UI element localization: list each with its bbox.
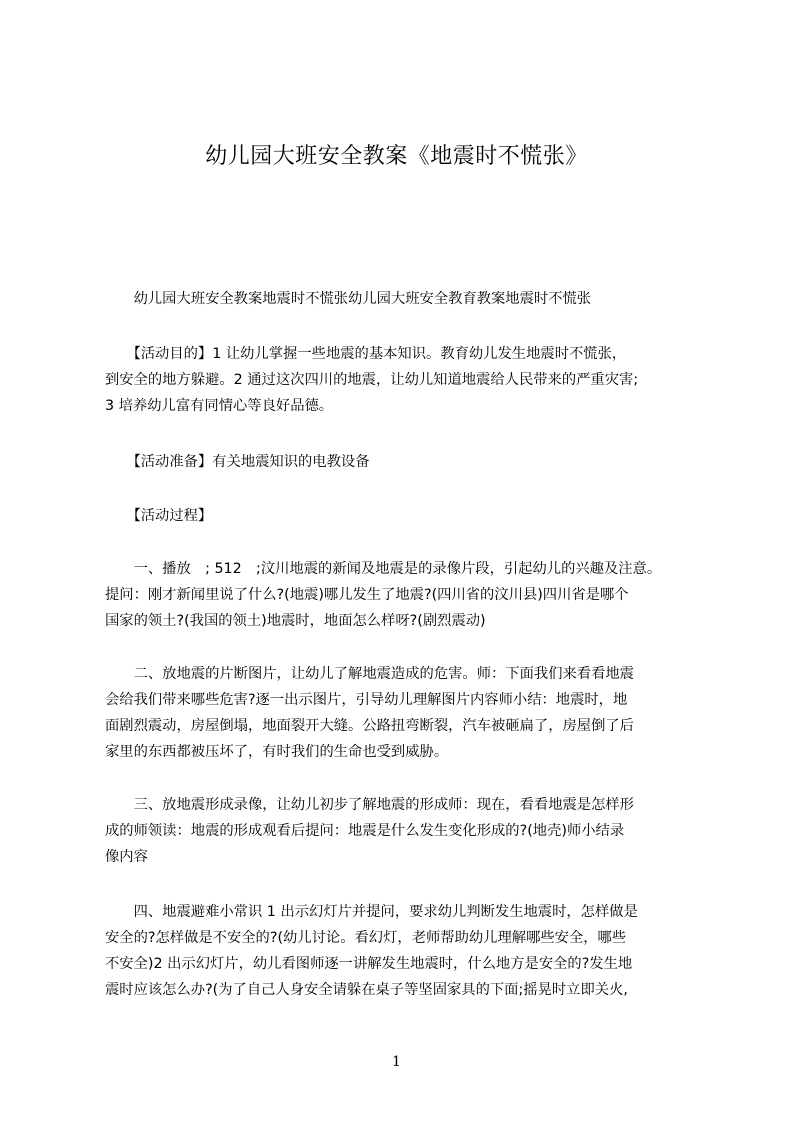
text-line: 国家的领土?(我国的领土)地震时，地面怎么样呀?(剧烈震动) <box>105 613 486 629</box>
text-line: 震时应该怎么办?(为了自己人身安全请躲在桌子等坚固家具的下面;摇晃时立即关火, <box>105 982 628 998</box>
text-line: 像内容 <box>105 849 148 865</box>
document-title: 幼儿园大班安全教案《地震时不慌张》 <box>205 144 588 169</box>
text-line: 3 培养幼儿富有同情心等良好品德。 <box>105 398 334 414</box>
text-line: 安全的?怎样做是不安全的?(幼儿讨论。看幻灯，老师帮助幼儿理解哪些安全，哪些 <box>105 930 627 946</box>
text-line: 提问：刚才新闻里说了什么?(地震)哪儿发生了地震?(四川省的汶川县)四川省是哪个 <box>105 587 629 603</box>
text-line: 【活动准备】有关地震知识的电教设备 <box>105 454 370 470</box>
paragraph-step-four <box>105 899 705 1003</box>
page-number: 1 <box>392 1054 401 1070</box>
text-line: 到安全的地方躲避。2 通过这次四川的地震，让幼儿知道地震给人民带来的严重灾害; <box>105 372 639 388</box>
paragraph-activity-process-heading <box>105 503 705 529</box>
paragraph-step-three <box>105 792 705 870</box>
text-line: 二、放地震的片断图片，让幼儿了解地震造成的危害。师：下面我们来看看地震 <box>105 666 634 682</box>
text-line: 一、播放 ; 512 ;汶川地震的新闻及地震是的录像片段，引起幼儿的兴趣及注意。 <box>105 561 662 577</box>
text-line: 成的师领读：地震的形成观看后提问：地震是什么发生变化形成的?(地壳)师小结录 <box>105 823 625 839</box>
paragraph-step-one <box>105 556 705 634</box>
paragraph-activity-goal <box>105 341 705 419</box>
text-line: 【活动过程】 <box>105 508 213 524</box>
text-line: 四、地震避难小常识 1 出示幻灯片并提问，要求幼儿判断发生地震时，怎样做是 <box>105 904 638 920</box>
text-line: 面剧烈震动，房屋倒塌，地面裂开大缝。公路扭弯断裂，汽车被砸扁了，房屋倒了后 <box>105 718 634 734</box>
paragraph-intro <box>105 286 705 312</box>
text-line: 三、放地震形成录像，让幼儿初步了解地震的形成师：现在，看看地震是怎样形 <box>105 797 634 813</box>
text-line: 幼儿园大班安全教案地震时不慌张幼儿园大班安全教育教案地震时不慌张 <box>105 291 592 307</box>
text-line: 不安全)2 出示幻灯片，幼儿看图师逐一讲解发生地震时，什么地方是安全的?发生地 <box>105 956 633 972</box>
paragraph-activity-preparation <box>105 449 705 475</box>
text-line: 家里的东西都被压坏了，有时我们的生命也受到威胁。 <box>105 744 449 760</box>
paragraph-step-two <box>105 661 705 765</box>
text-line: 会给我们带来哪些危害?逐一出示图片，引导幼儿理解图片内容师小结：地震时，地 <box>105 692 628 708</box>
text-line: 【活动目的】1 让幼儿掌握一些地震的基本知识。教育幼儿发生地震时不慌张， <box>105 346 627 362</box>
